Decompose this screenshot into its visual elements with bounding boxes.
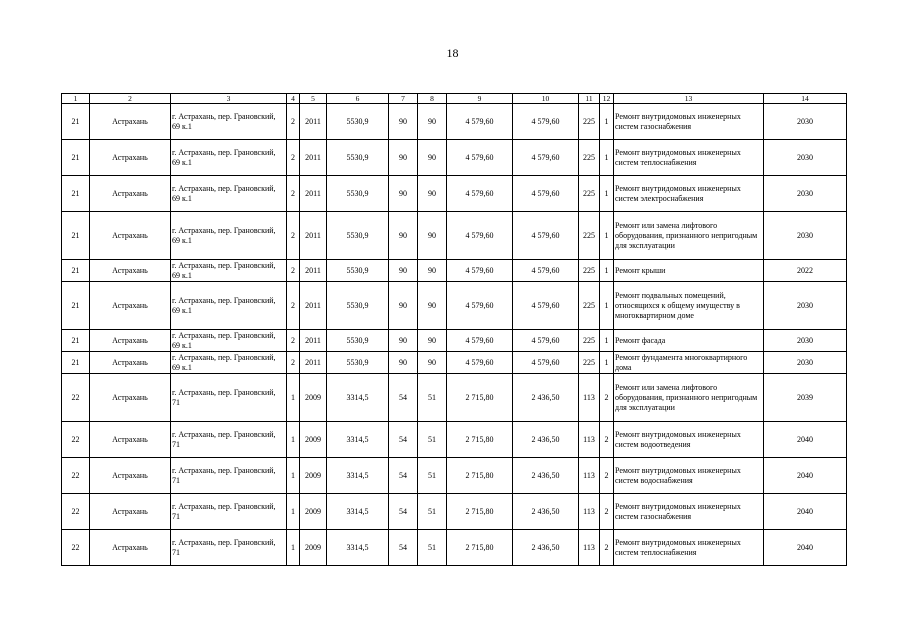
due-year-cell: 2039 (764, 374, 847, 422)
floors-cell: 1 (287, 374, 300, 422)
col7-cell: 90 (389, 260, 418, 282)
city-cell: Астрахань (90, 176, 171, 212)
area-cell: 5530,9 (327, 140, 389, 176)
header-cell: 1 (62, 94, 90, 104)
col10-cell: 2 436,50 (513, 374, 579, 422)
col10-cell: 4 579,60 (513, 212, 579, 260)
col12-cell: 1 (600, 140, 614, 176)
table-row (62, 458, 847, 494)
header-cell: 10 (513, 94, 579, 104)
row-number: 22 (62, 530, 90, 566)
table-row (62, 260, 847, 282)
col11-cell: 225 (579, 260, 600, 282)
floors-cell: 2 (287, 104, 300, 140)
year-cell: 2011 (300, 282, 327, 330)
year-cell: 2011 (300, 176, 327, 212)
col8-cell: 90 (418, 104, 447, 140)
col10-cell: 4 579,60 (513, 140, 579, 176)
col11-cell: 225 (579, 104, 600, 140)
row-number: 21 (62, 212, 90, 260)
header-cell: 3 (171, 94, 287, 104)
col7-cell: 90 (389, 140, 418, 176)
city-cell: Астрахань (90, 330, 171, 352)
area-cell: 5530,9 (327, 282, 389, 330)
row-number: 21 (62, 330, 90, 352)
city-cell: Астрахань (90, 352, 171, 374)
col10-cell: 2 436,50 (513, 530, 579, 566)
col8-cell: 90 (418, 260, 447, 282)
row-number: 21 (62, 104, 90, 140)
area-cell: 3314,5 (327, 494, 389, 530)
col9-cell: 2 715,80 (447, 494, 513, 530)
col12-cell: 1 (600, 352, 614, 374)
due-year-cell: 2040 (764, 422, 847, 458)
col11-cell: 113 (579, 530, 600, 566)
col12-cell: 1 (600, 260, 614, 282)
col11-cell: 225 (579, 176, 600, 212)
row-number: 22 (62, 422, 90, 458)
city-cell: Астрахань (90, 282, 171, 330)
due-year-cell: 2030 (764, 352, 847, 374)
col10-cell: 4 579,60 (513, 330, 579, 352)
col10-cell: 2 436,50 (513, 422, 579, 458)
col10-cell: 2 436,50 (513, 458, 579, 494)
header-cell: 12 (600, 94, 614, 104)
area-cell: 5530,9 (327, 176, 389, 212)
due-year-cell: 2030 (764, 282, 847, 330)
table-row (62, 140, 847, 176)
col12-cell: 2 (600, 422, 614, 458)
col11-cell: 225 (579, 352, 600, 374)
city-cell: Астрахань (90, 104, 171, 140)
year-cell: 2009 (300, 458, 327, 494)
table-row (62, 352, 847, 374)
address-cell: г. Астрахань, пер. Грановский, 69 к.1 (171, 176, 287, 212)
table-row (62, 494, 847, 530)
col12-cell: 1 (600, 212, 614, 260)
col12-cell: 2 (600, 530, 614, 566)
area-cell: 5530,9 (327, 330, 389, 352)
col9-cell: 2 715,80 (447, 422, 513, 458)
header-cell: 4 (287, 94, 300, 104)
col9-cell: 4 579,60 (447, 282, 513, 330)
due-year-cell: 2030 (764, 104, 847, 140)
table-row (62, 176, 847, 212)
work-type-cell: Ремонт внутридомовых инженерных систем теплоснабжения (614, 530, 764, 566)
col7-cell: 54 (389, 422, 418, 458)
col9-cell: 2 715,80 (447, 458, 513, 494)
col10-cell: 4 579,60 (513, 104, 579, 140)
row-number: 22 (62, 494, 90, 530)
area-cell: 5530,9 (327, 352, 389, 374)
col11-cell: 225 (579, 212, 600, 260)
work-type-cell: Ремонт внутридомовых инженерных систем электроснабжения (614, 176, 764, 212)
area-cell: 5530,9 (327, 104, 389, 140)
col8-cell: 51 (418, 422, 447, 458)
table-row (62, 374, 847, 422)
col8-cell: 90 (418, 282, 447, 330)
address-cell: г. Астрахань, пер. Грановский, 69 к.1 (171, 212, 287, 260)
address-cell: г. Астрахань, пер. Грановский, 69 к.1 (171, 260, 287, 282)
floors-cell: 1 (287, 458, 300, 494)
col8-cell: 51 (418, 374, 447, 422)
floors-cell: 2 (287, 212, 300, 260)
col10-cell: 4 579,60 (513, 260, 579, 282)
header-cell: 13 (614, 94, 764, 104)
col12-cell: 1 (600, 282, 614, 330)
work-type-cell: Ремонт крыши (614, 260, 764, 282)
col9-cell: 4 579,60 (447, 352, 513, 374)
header-row (62, 94, 847, 104)
col12-cell: 1 (600, 176, 614, 212)
due-year-cell: 2030 (764, 140, 847, 176)
work-type-cell: Ремонт фундамента многоквартирного дома (614, 352, 764, 374)
repair-schedule-table (61, 93, 847, 566)
row-number: 21 (62, 140, 90, 176)
col12-cell: 1 (600, 330, 614, 352)
city-cell: Астрахань (90, 260, 171, 282)
address-cell: г. Астрахань, пер. Грановский, 71 (171, 422, 287, 458)
area-cell: 3314,5 (327, 530, 389, 566)
col8-cell: 90 (418, 176, 447, 212)
area-cell: 3314,5 (327, 374, 389, 422)
col11-cell: 113 (579, 374, 600, 422)
city-cell: Астрахань (90, 422, 171, 458)
due-year-cell: 2030 (764, 330, 847, 352)
col8-cell: 51 (418, 494, 447, 530)
address-cell: г. Астрахань, пер. Грановский, 69 к.1 (171, 140, 287, 176)
work-type-cell: Ремонт внутридомовых инженерных систем водоотведения (614, 422, 764, 458)
work-type-cell: Ремонт внутридомовых инженерных систем водоснабжения (614, 458, 764, 494)
year-cell: 2011 (300, 352, 327, 374)
floors-cell: 1 (287, 422, 300, 458)
area-cell: 3314,5 (327, 422, 389, 458)
col9-cell: 4 579,60 (447, 212, 513, 260)
col7-cell: 90 (389, 212, 418, 260)
due-year-cell: 2022 (764, 260, 847, 282)
floors-cell: 2 (287, 140, 300, 176)
col8-cell: 51 (418, 458, 447, 494)
col10-cell: 4 579,60 (513, 282, 579, 330)
col9-cell: 4 579,60 (447, 104, 513, 140)
work-type-cell: Ремонт или замена лифтового оборудования, признанного непригодным для эксплуатации (614, 374, 764, 422)
col7-cell: 90 (389, 176, 418, 212)
work-type-cell: Ремонт внутридомовых инженерных систем теплоснабжения (614, 140, 764, 176)
table-row (62, 282, 847, 330)
row-number: 21 (62, 352, 90, 374)
header-cell: 2 (90, 94, 171, 104)
col9-cell: 2 715,80 (447, 374, 513, 422)
floors-cell: 2 (287, 352, 300, 374)
table-row (62, 104, 847, 140)
row-number: 22 (62, 458, 90, 494)
year-cell: 2011 (300, 330, 327, 352)
row-number: 21 (62, 176, 90, 212)
table-row (62, 530, 847, 566)
col7-cell: 54 (389, 494, 418, 530)
address-cell: г. Астрахань, пер. Грановский, 71 (171, 494, 287, 530)
floors-cell: 2 (287, 176, 300, 212)
floors-cell: 2 (287, 330, 300, 352)
floors-cell: 2 (287, 260, 300, 282)
work-type-cell: Ремонт внутридомовых инженерных систем газоснабжения (614, 104, 764, 140)
header-cell: 14 (764, 94, 847, 104)
address-cell: г. Астрахань, пер. Грановский, 69 к.1 (171, 104, 287, 140)
header-cell: 11 (579, 94, 600, 104)
col10-cell: 4 579,60 (513, 352, 579, 374)
col12-cell: 2 (600, 374, 614, 422)
col11-cell: 225 (579, 282, 600, 330)
due-year-cell: 2040 (764, 494, 847, 530)
year-cell: 2009 (300, 494, 327, 530)
col12-cell: 2 (600, 494, 614, 530)
col7-cell: 54 (389, 530, 418, 566)
header-cell: 7 (389, 94, 418, 104)
work-type-cell: Ремонт подвальных помещений, относящихся к общему имуществу в многоквартирном доме (614, 282, 764, 330)
header-cell: 6 (327, 94, 389, 104)
table-row (62, 330, 847, 352)
year-cell: 2009 (300, 530, 327, 566)
due-year-cell: 2030 (764, 212, 847, 260)
due-year-cell: 2030 (764, 176, 847, 212)
table-row (62, 422, 847, 458)
city-cell: Астрахань (90, 530, 171, 566)
col9-cell: 2 715,80 (447, 530, 513, 566)
col8-cell: 90 (418, 330, 447, 352)
col8-cell: 90 (418, 352, 447, 374)
row-number: 21 (62, 260, 90, 282)
city-cell: Астрахань (90, 458, 171, 494)
address-cell: г. Астрахань, пер. Грановский, 69 к.1 (171, 282, 287, 330)
col9-cell: 4 579,60 (447, 140, 513, 176)
floors-cell: 1 (287, 530, 300, 566)
address-cell: г. Астрахань, пер. Грановский, 69 к.1 (171, 330, 287, 352)
year-cell: 2011 (300, 140, 327, 176)
col7-cell: 90 (389, 352, 418, 374)
year-cell: 2011 (300, 104, 327, 140)
area-cell: 5530,9 (327, 212, 389, 260)
year-cell: 2011 (300, 212, 327, 260)
col8-cell: 90 (418, 140, 447, 176)
address-cell: г. Астрахань, пер. Грановский, 69 к.1 (171, 352, 287, 374)
work-type-cell: Ремонт внутридомовых инженерных систем газоснабжения (614, 494, 764, 530)
address-cell: г. Астрахань, пер. Грановский, 71 (171, 530, 287, 566)
header-cell: 8 (418, 94, 447, 104)
table-row (62, 212, 847, 260)
col7-cell: 54 (389, 374, 418, 422)
col11-cell: 113 (579, 422, 600, 458)
col11-cell: 225 (579, 140, 600, 176)
city-cell: Астрахань (90, 494, 171, 530)
due-year-cell: 2040 (764, 530, 847, 566)
col12-cell: 1 (600, 104, 614, 140)
row-number: 21 (62, 282, 90, 330)
col7-cell: 90 (389, 330, 418, 352)
col9-cell: 4 579,60 (447, 260, 513, 282)
floors-cell: 2 (287, 282, 300, 330)
col12-cell: 2 (600, 458, 614, 494)
col7-cell: 90 (389, 104, 418, 140)
due-year-cell: 2040 (764, 458, 847, 494)
year-cell: 2011 (300, 260, 327, 282)
page-number: 18 (446, 46, 459, 60)
col10-cell: 4 579,60 (513, 176, 579, 212)
address-cell: г. Астрахань, пер. Грановский, 71 (171, 458, 287, 494)
area-cell: 5530,9 (327, 260, 389, 282)
city-cell: Астрахань (90, 374, 171, 422)
col11-cell: 113 (579, 458, 600, 494)
city-cell: Астрахань (90, 212, 171, 260)
year-cell: 2009 (300, 422, 327, 458)
city-cell: Астрахань (90, 140, 171, 176)
col10-cell: 2 436,50 (513, 494, 579, 530)
col8-cell: 51 (418, 530, 447, 566)
area-cell: 3314,5 (327, 458, 389, 494)
work-type-cell: Ремонт или замена лифтового оборудования, признанного непригодным для эксплуатации (614, 212, 764, 260)
header-cell: 5 (300, 94, 327, 104)
col11-cell: 225 (579, 330, 600, 352)
work-type-cell: Ремонт фасада (614, 330, 764, 352)
header-cell: 9 (447, 94, 513, 104)
floors-cell: 1 (287, 494, 300, 530)
col7-cell: 54 (389, 458, 418, 494)
col9-cell: 4 579,60 (447, 176, 513, 212)
col7-cell: 90 (389, 282, 418, 330)
year-cell: 2009 (300, 374, 327, 422)
row-number: 22 (62, 374, 90, 422)
address-cell: г. Астрахань, пер. Грановский, 71 (171, 374, 287, 422)
col8-cell: 90 (418, 212, 447, 260)
col11-cell: 113 (579, 494, 600, 530)
col9-cell: 4 579,60 (447, 330, 513, 352)
